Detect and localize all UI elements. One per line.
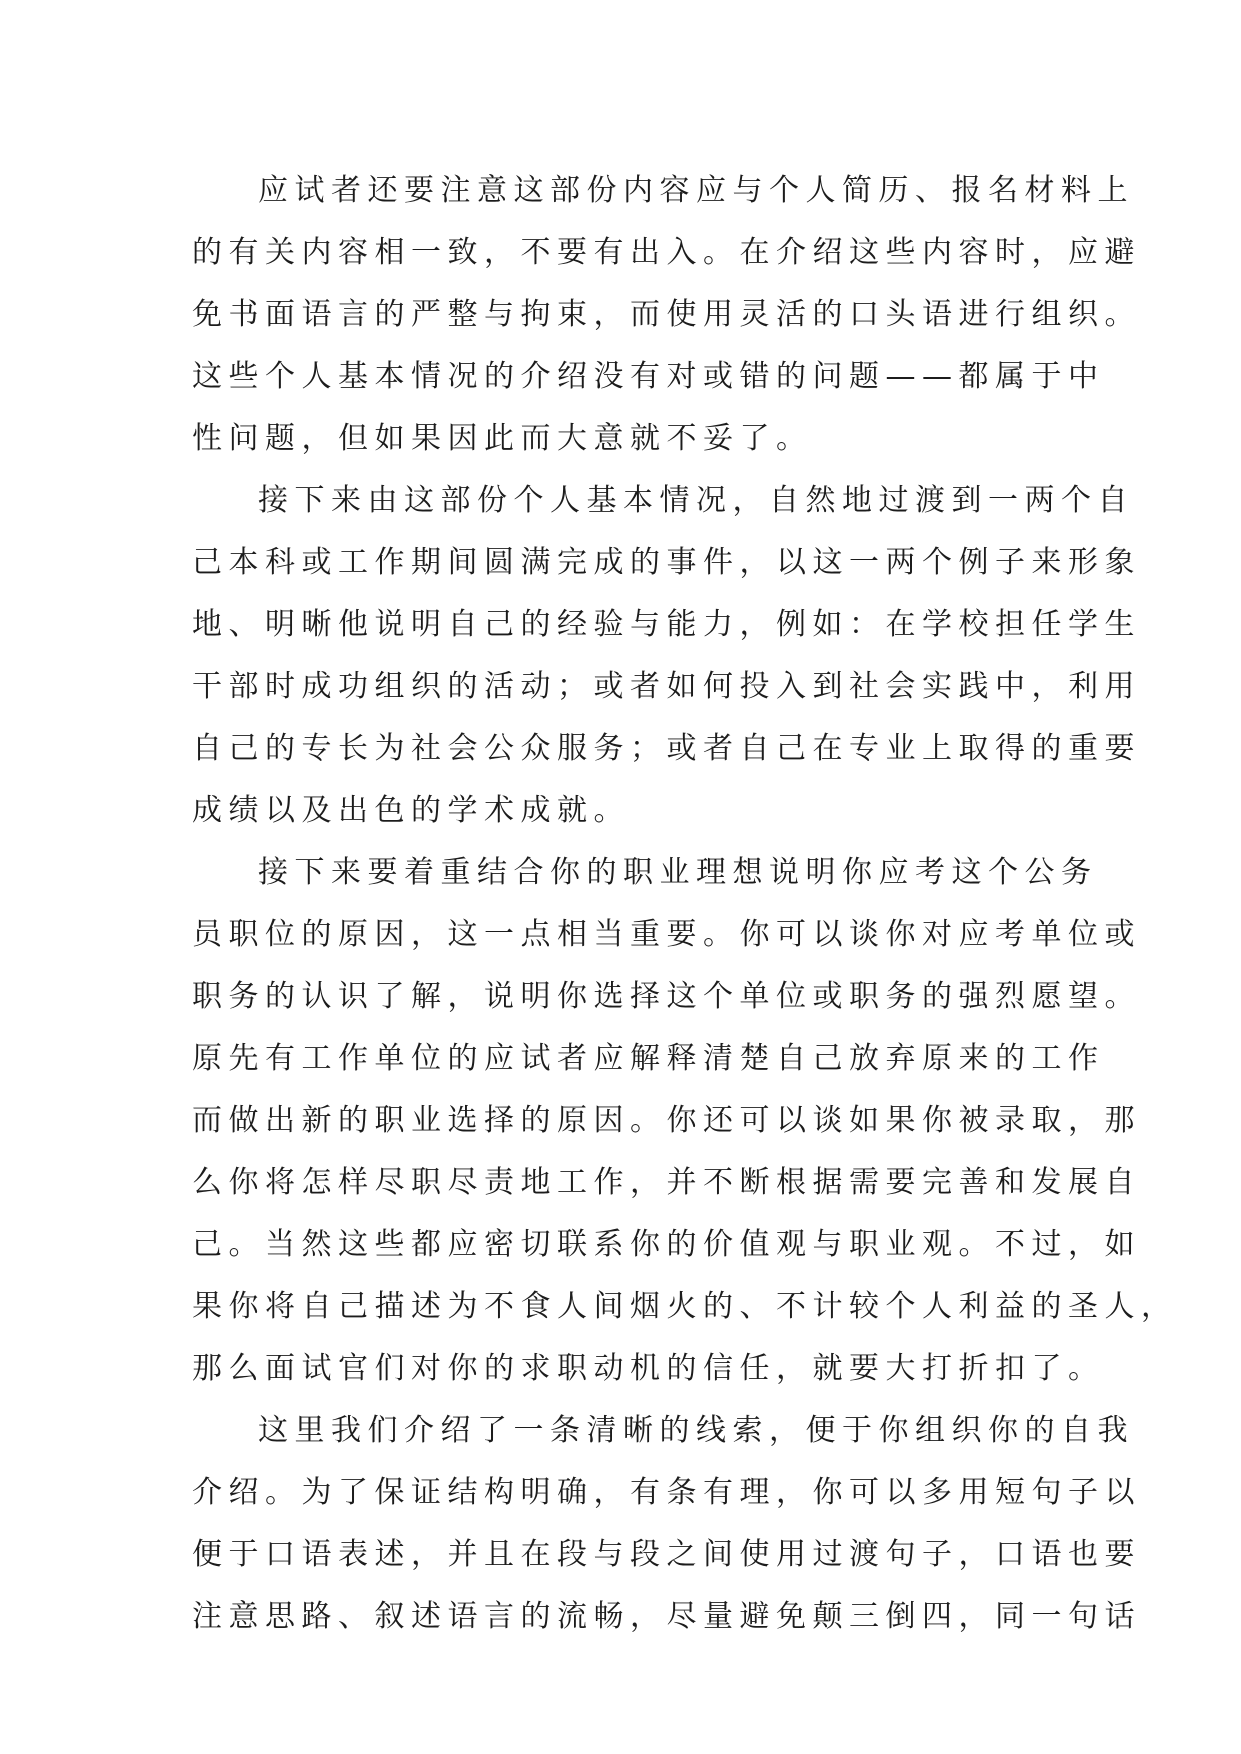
text-line: 果你将自己描述为不食人间烟火的、不计较个人利益的圣人， [192, 1289, 1178, 1324]
text-line: 注意思路、叙述语言的流畅，尽量避免颠三倒四，同一句话 [192, 1599, 1141, 1634]
text-line: 应试者还要注意这部份内容应与个人简历、报名材料上 [258, 173, 1134, 208]
text-line: 接下来要着重结合你的职业理想说明你应考这个公务 [258, 855, 1098, 890]
text-line: 那么面试官们对你的求职动机的信任，就要大打折扣了。 [192, 1351, 1105, 1386]
paragraph-2 [192, 470, 1141, 842]
text-line: 自己的专长为社会公众服务；或者自己在专业上取得的重要 [192, 731, 1141, 766]
text-line: 的有关内容相一致，不要有出入。在介绍这些内容时，应避 [192, 235, 1141, 270]
text-line: 原先有工作单位的应试者应解释清楚自己放弃原来的工作 [192, 1041, 1105, 1076]
text-line: 这些个人基本情况的介绍没有对或错的问题——都属于中 [192, 359, 1105, 394]
text-line: 干部时成功组织的活动；或者如何投入到社会实践中，利用 [192, 669, 1141, 704]
document-body [192, 160, 1178, 1648]
text-line: 性问题，但如果因此而大意就不妥了。 [192, 421, 813, 456]
text-line: 成绩以及出色的学术成就。 [192, 793, 630, 828]
text-line: 便于口语表述，并且在段与段之间使用过渡句子，口语也要 [192, 1537, 1141, 1572]
text-line: 接下来由这部份个人基本情况，自然地过渡到一两个自 [258, 483, 1134, 518]
text-line: 这里我们介绍了一条清晰的线索，便于你组织你的自我 [258, 1413, 1134, 1448]
text-line: 己。当然这些都应密切联系你的价值观与职业观。不过，如 [192, 1227, 1141, 1262]
text-line: 免书面语言的严整与拘束，而使用灵活的口头语进行组织。 [192, 297, 1141, 332]
text-line: 职务的认识了解，说明你选择这个单位或职务的强烈愿望。 [192, 979, 1141, 1014]
text-line: 介绍。为了保证结构明确，有条有理，你可以多用短句子以 [192, 1475, 1141, 1510]
paragraph-4 [192, 1400, 1141, 1648]
paragraph-1 [192, 160, 1141, 470]
paragraph-3 [192, 842, 1178, 1400]
text-line: 地、明晰他说明自己的经验与能力，例如：在学校担任学生 [192, 607, 1141, 642]
text-line: 而做出新的职业选择的原因。你还可以谈如果你被录取，那 [192, 1103, 1141, 1138]
text-line: 员职位的原因，这一点相当重要。你可以谈你对应考单位或 [192, 917, 1141, 952]
text-line: 己本科或工作期间圆满完成的事件，以这一两个例子来形象 [192, 545, 1141, 580]
text-line: 么你将怎样尽职尽责地工作，并不断根据需要完善和发展自 [192, 1165, 1141, 1200]
